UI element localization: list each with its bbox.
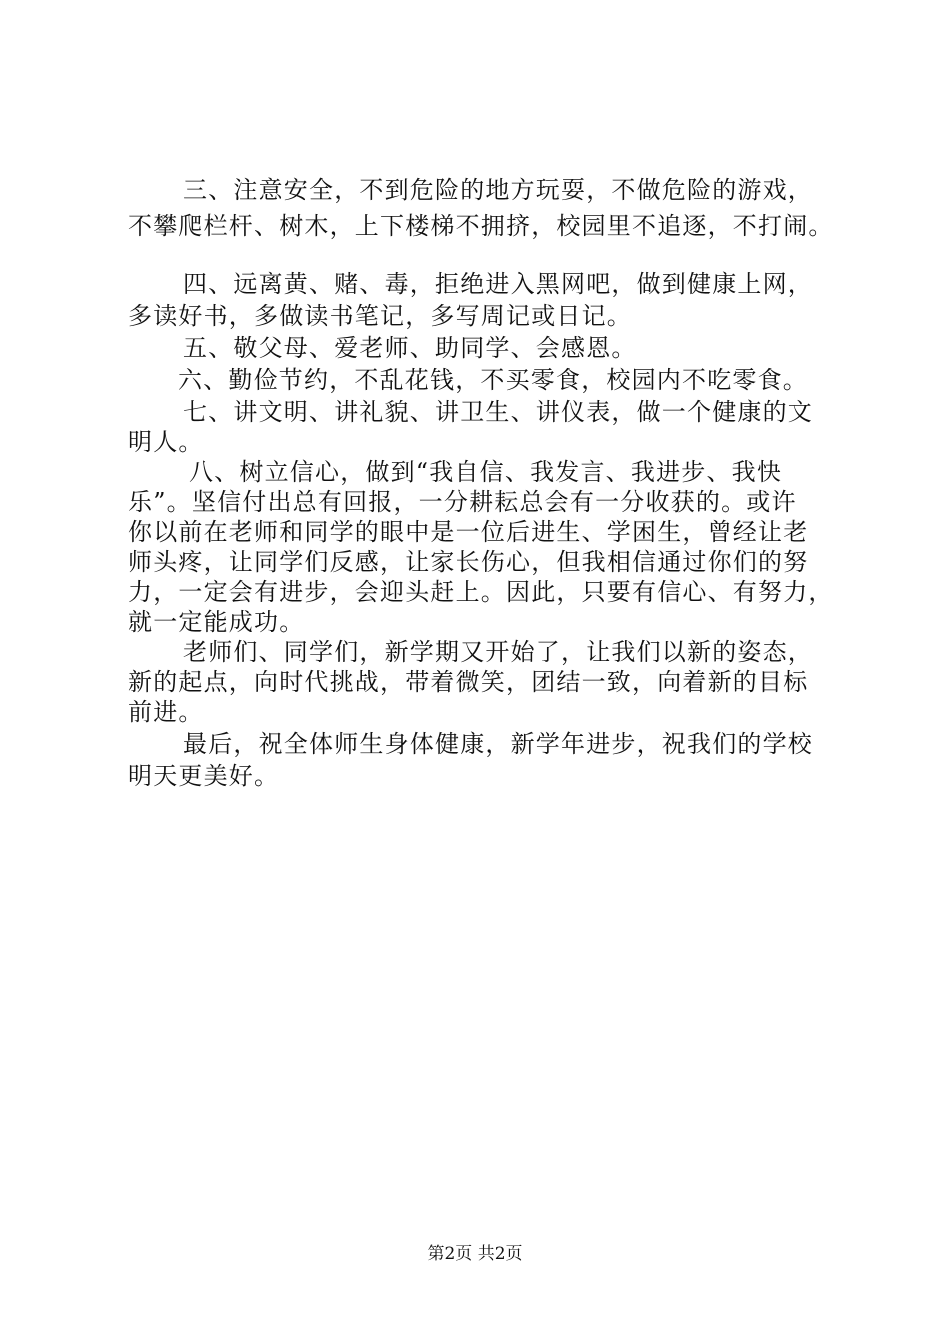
- text-line: 明天更美好。: [128, 762, 280, 790]
- text-line: 力，一定会有进步，会迎头赶上。因此，只要有信心、有努力，: [128, 578, 834, 606]
- text-line: 多读好书，多做读书笔记，多写周记或日记。: [128, 302, 632, 330]
- text-line: 就一定能成功。: [128, 608, 305, 636]
- text-line: 八、树立信心，做到“我自信、我发言、我进步、我快: [189, 458, 783, 486]
- text-line: 师头疼，让同学们反感，让家长伤心，但我相信通过你们的努: [128, 548, 809, 576]
- text-line: 三、注意安全，不到危险的地方玩耍，不做危险的游戏，: [183, 176, 813, 204]
- text-line: 六、勤俭节约，不乱花钱，不买零食，校园内不吃零食。: [178, 366, 808, 394]
- text-line: 乐”。坚信付出总有回报，一分耕耘总会有一分收获的。或许: [128, 488, 797, 516]
- text-line: 四、远离黄、赌、毒，拒绝进入黑网吧，做到健康上网，: [183, 270, 813, 298]
- text-line: 明人。: [128, 428, 204, 456]
- text-line: 七、讲文明、讲礼貌、讲卫生、讲仪表，做一个健康的文: [183, 398, 813, 426]
- text-line: 新的起点，向时代挑战，带着微笑，团结一致，向着新的目标: [128, 668, 809, 696]
- text-line: 你以前在老师和同学的眼中是一位后进生、学困生，曾经让老: [128, 518, 809, 546]
- text-line: 前进。: [128, 698, 204, 726]
- text-line: 老师们、同学们，新学期又开始了，让我们以新的姿态，: [183, 638, 813, 666]
- text-line: 五、敬父母、爱老师、助同学、会感恩。: [183, 334, 637, 362]
- text-line: 不攀爬栏杆、树木，上下楼梯不拥挤，校园里不追逐，不打闹。: [128, 212, 834, 240]
- page-footer: 第2页 共2页: [427, 1244, 523, 1264]
- text-line: 最后，祝全体师生身体健康，新学年进步，祝我们的学校: [183, 730, 813, 758]
